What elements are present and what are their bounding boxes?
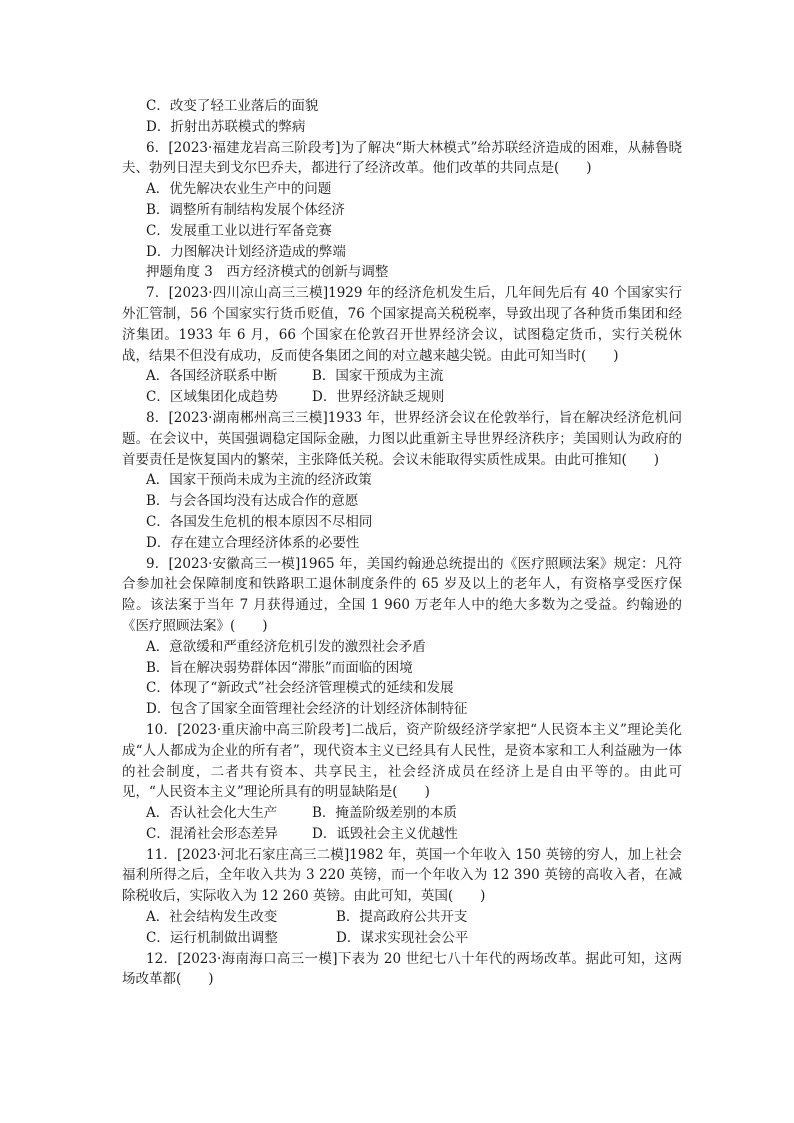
question-6-option-a: A．优先解决农业生产中的问题: [146, 181, 332, 198]
question-11-options-ab: [122, 907, 682, 928]
question-10-option-c: C．混淆社会形态差异: [146, 825, 278, 842]
question-7-option-c: C．区域集团化成趋势: [146, 389, 278, 406]
question-10-options-ab: [122, 803, 682, 824]
question-11-option-d: D．谋求实现社会公平: [336, 929, 469, 946]
question-11-option-b: B．提高政府公共开支: [336, 909, 468, 926]
section-heading: 押题角度 3 西方经济模式的创新与调整: [146, 264, 389, 281]
question-7-options-ab: [122, 366, 682, 387]
question-9-option-b: B．旨在解决弱势群体因“滞胀”而面临的困境: [146, 659, 413, 676]
question-8-stem: 8．[2023·湖南郴州高三三模]1933 年，世界经济会议在伦敦举行，旨在解决经济危机问题。在会议中，英国强调稳定国际金融，力图以此重新主导世界经济秩序；美国则认为政府的首要责任是恢复国内的繁荣，主张降低关税。会议未能取得实质性成果。由此可推知( ): [122, 409, 682, 468]
question-9-stem: 9．[2023·安徽高三一模]1965 年，美国约翰逊总统提出的《医疗照顾法案》规定：凡符合参加社会保障制度和铁路职工退休制度条件的 65 岁及以上的老年人，有资格享受医疗保险。该法案于当年 7 月获得通过，全国 1 960 万老年人中的绝大多数为之受益。约翰逊的《医疗照顾法案》( ): [122, 555, 682, 634]
question-11-option-c: C．运行机制做出调整: [146, 929, 278, 946]
question-6-option-c: C．发展重工业以进行军备竞赛: [146, 222, 332, 239]
question-9-option-a: A．意欲缓和严重经济危机引发的激烈社会矛盾: [146, 638, 426, 655]
question-11-option-a: A．社会结构发生改变: [146, 909, 278, 926]
question-6-stem: 6．[2023·福建龙岩高三阶段考]为了解决“斯大林模式”给苏联经济造成的困难，从赫鲁晓夫、勃列日涅夫到戈尔巴乔夫，都进行了经济改革。他们改革的共同点是( ): [122, 139, 682, 177]
question-10-option-d: D．诋毁社会主义优越性: [312, 825, 458, 842]
question-10-stem: 10．[2023·重庆渝中高三阶段考]二战后，资产阶级经济学家把“人民资本主义”理论美化成“人人都成为企业的所有者”，现代资本主义已经具有人民性，是资本家和工人利益融为一体的社会制度，二者共有资本、共享民主，社会经济成员在经济上是自由平等的。由此可见，“人民资本主义”理论所具有的明显缺陷是( ): [122, 721, 682, 801]
question-7-option-b: B．国家干预成为主流: [312, 368, 444, 385]
question-11-stem: 11．[2023·河北石家庄高三二模]1982 年，英国一个年收入 150 英镑的穷人，加上社会福利所得之后，全年收入共为 3 220 英镑，而一个年收入为 12 390 英镑的高收入者，在减除税收后，实际收入为 12 260 英镑。由此可知，英国( ): [122, 846, 682, 905]
option-c-prev: C．改变了轻工业落后的面貌: [146, 98, 319, 114]
question-8-option-c: C．各国发生危机的根本原因不尽相同: [146, 513, 373, 530]
question-7-options-cd: [122, 387, 682, 408]
question-6-option-b: B．调整所有制结构发展个体经济: [146, 201, 345, 218]
question-7-stem: 7．[2023·四川凉山高三三模]1929 年的经济危机发生后，几年间先后有 40 个国家实行外汇管制，56 个国家实行货币贬值，76 个国家提高关税税率，导致出现了各种货币集团和经济集团。1933 年 6 月，66 个国家在伦敦召开世界经济会议，试图稳定货币，实行关税休战，结果不但没有成功，反而使各集团之间的对立越来越尖锐。由此可知当时( ): [122, 285, 682, 364]
option-d-prev: D．折射出苏联模式的弊病: [146, 118, 306, 135]
question-9-option-c: C．体现了“新政式”社会经济管理模式的延续和发展: [146, 680, 454, 697]
question-9-option-d: D．包含了国家全面管理社会经济的计划经济体制特征: [146, 701, 468, 718]
question-8-option-b: B．与会各国均没有达成合作的意愿: [146, 493, 359, 510]
question-10-options-cd: [122, 824, 682, 845]
question-12-stem: 12．[2023·海南海口高三一模]下表为 20 世纪七八十年代的两场改革。据此可知，这两场改革都( ): [122, 950, 682, 988]
question-10-option-a: A．否认社会化大生产: [146, 805, 278, 822]
question-7-option-a: A．各国经济联系中断: [146, 368, 278, 385]
question-11-options-cd: [122, 928, 682, 949]
question-6-option-d: D．力图解决计划经济造成的弊端: [146, 243, 346, 260]
question-8-option-a: A．国家干预尚未成为主流的经济政策: [146, 472, 372, 489]
question-7-option-d: D．世界经济缺乏规则: [312, 389, 445, 406]
question-content: [122, 96, 682, 990]
question-10-option-b: B．掩盖阶级差别的本质: [312, 805, 457, 822]
question-8-option-d: D．存在建立合理经济体系的必要性: [146, 534, 360, 551]
